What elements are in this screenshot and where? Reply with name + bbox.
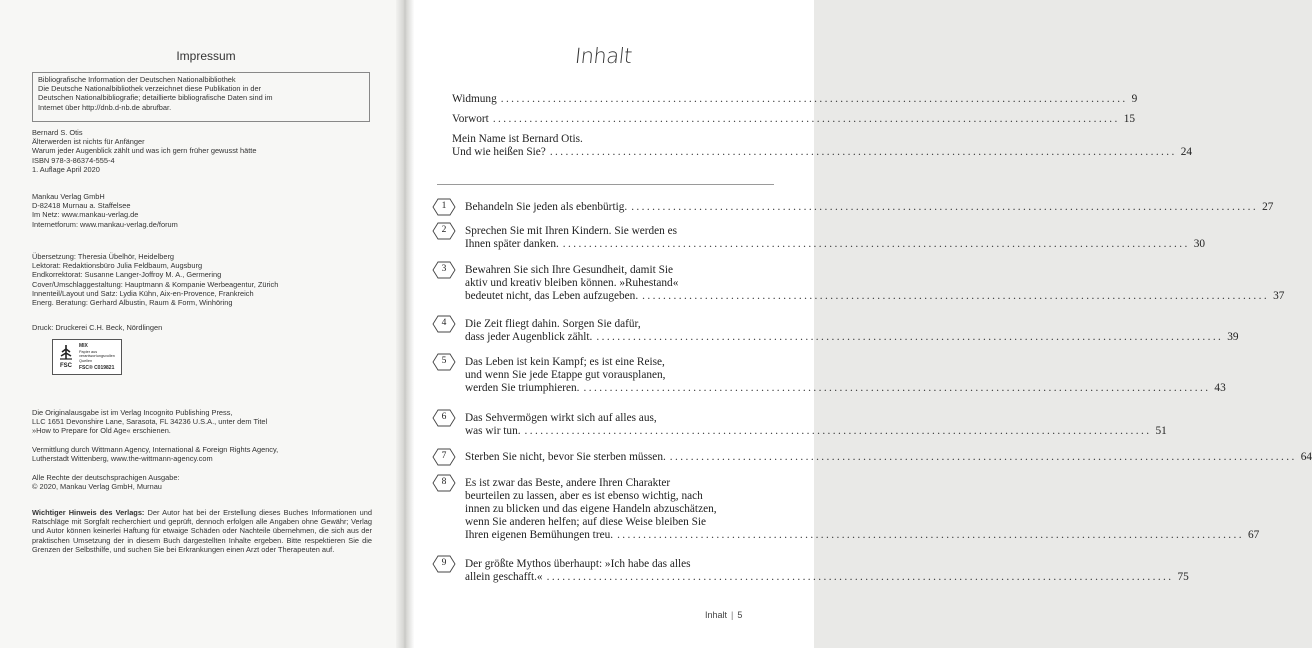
- chapter-number: 2: [441, 225, 447, 235]
- toc-entry-line: [465, 571, 1189, 584]
- footer-section: Inhalt: [705, 610, 728, 620]
- fsc-brand: FSC: [60, 363, 72, 369]
- credit-line: Übersetzung: Theresia Übelhör, Heidelberg: [32, 252, 175, 261]
- toc-page-number: 24: [1180, 146, 1193, 158]
- chapter-number: 8: [441, 477, 447, 487]
- toc-entry-text: Vorwort: [452, 113, 489, 125]
- toc-entry-line: [465, 290, 1285, 303]
- toc-entry-text: beurteilen zu lassen, aber es ist ebenso wichtig, nach: [465, 490, 703, 502]
- chapter-number-badge: [432, 222, 456, 240]
- toc-leader-dots: ........................................................................................................................: [642, 290, 1270, 302]
- toc-entry-text: Die Zeit fliegt dahin. Sorgen Sie dafür,: [465, 318, 641, 330]
- toc-entry-text: Sprechen Sie mit Ihren Kindern. Sie werden es: [465, 225, 678, 237]
- chapter-number-badge: [432, 315, 456, 333]
- toc-leader-dots: ........................................................................................................................: [500, 93, 1128, 105]
- fsc-logo: [52, 339, 122, 375]
- toc-leader-dots: ........................................................................................................................: [617, 529, 1244, 541]
- toc-entry-text: Das Leben ist kein Kampf; es ist eine Reise,: [465, 356, 665, 368]
- toc-entry-text: werden Sie triumphieren.: [465, 382, 580, 394]
- dnb-line: Die Deutsche Nationalbibliothek verzeichnet diese Publikation in der: [38, 84, 262, 94]
- toc-entry-text: was wir tun.: [465, 425, 521, 437]
- original-line: Die Originalausgabe ist im Verlag Incognito Publishing Press,: [32, 408, 233, 417]
- toc-entry-text: Und wie heißen Sie?: [452, 146, 546, 158]
- toc-entry-line: [465, 225, 677, 238]
- toc-entry-line: [465, 201, 1274, 214]
- toc-page-number: 30: [1193, 238, 1205, 250]
- toc-page-number: 15: [1123, 113, 1136, 125]
- book-gutter: [396, 0, 414, 648]
- toc-page-number: 9: [1131, 93, 1138, 105]
- original-line: »How to Prepare for Old Age« erschienen.: [32, 426, 171, 436]
- toc-entry-text: Es ist zwar das Beste, andere Ihren Charakter: [465, 477, 671, 489]
- toc-entry-text: Das Sehvermögen wirkt sich auf alles aus,: [465, 412, 657, 424]
- toc-entry-text: Ihren eigenen Bemühungen treu.: [465, 529, 614, 541]
- isbn: ISBN 978-3-86374-555-4: [32, 155, 115, 165]
- toc-entry-line: [465, 356, 665, 369]
- dnb-line: Bibliografische Information der Deutschen Nationalbibliothek: [38, 75, 236, 84]
- toc-entry-text: innen zu blicken und das eigene Handeln abzuschätzen,: [465, 503, 717, 515]
- toc-page-number: 67: [1247, 529, 1260, 541]
- print-info: [32, 323, 377, 332]
- toc-leader-dots: ........................................................................................................................: [562, 238, 1190, 250]
- dnb-info-box: [32, 72, 370, 122]
- toc-entry-text: Widmung: [452, 93, 497, 105]
- toc-entry-text: wenn Sie anderen helfen; auf diese Weise bleiben Sie: [465, 516, 707, 528]
- toc-entry-text: Ihnen später danken.: [465, 238, 559, 250]
- original-line: LLC 1651 Devonshire Lane, Sarasota, FL 34236 U.S.A., unter dem Titel: [32, 417, 268, 427]
- credit-line: Endkorrektorat: Susanne Langer-Joffroy M. A., Germering: [32, 270, 222, 280]
- chapter-number: 9: [441, 558, 447, 568]
- original-edition: [32, 408, 377, 436]
- footer-separator: |: [731, 610, 734, 620]
- rights: [32, 473, 377, 491]
- credit-line: Energ. Beratung: Gerhard Albustin, Raum & Form, Winhöring: [32, 298, 233, 308]
- toc-entry-line: [465, 451, 1312, 464]
- chapter-number: 6: [441, 412, 447, 422]
- publisher-forum: Internetforum: www.mankau-verlag.de/forum: [32, 219, 178, 229]
- toc-entry-line: [465, 412, 657, 425]
- toc-entry-text: Der größte Mythos überhaupt: »Ich habe das alles: [465, 558, 691, 570]
- toc-entry-line: [465, 516, 706, 529]
- chapter-number-badge: [432, 474, 456, 492]
- credit-line: Innenteil/Layout und Satz: Lydia Kühn, Aix-en-Provence, Frankreich: [32, 288, 254, 298]
- toc-entry-text: und wenn Sie jede Etappe gut vorausplanen,: [465, 369, 666, 381]
- toc-entry-line: [465, 369, 665, 382]
- toc-page-number: 51: [1155, 425, 1167, 437]
- toc-entry-line: [452, 146, 1193, 159]
- warning-text: Der Autor hat bei der Erstellung dieses Buches Informationen und Ratschläge mit Sorgfalt recherchiert und geprüft, dennoch erfolgen alle Angaben ohne Gewähr; Verlag und Autor können keinerlei Haftung für etwaige Schäden oder Nachteile übernehmen, die sich aus der praktischen Umsetzung der in diesem Buch dargestellten Inhalte ergeben. Bitte respektieren Sie die Grenzen der Selbsthilfe, und suchen Sie bei Erkrankungen einen Arzt oder Therapeuten auf.: [32, 508, 372, 554]
- contents-divider: [437, 184, 774, 185]
- page-footer: [705, 610, 742, 620]
- warning-label: Wichtiger Hinweis des Verlags:: [32, 508, 145, 517]
- toc-leader-dots: ........................................................................................................................: [669, 451, 1297, 463]
- toc-entry-text: Behandeln Sie jeden als ebenbürtig.: [465, 201, 628, 213]
- fsc-code: FSC® C019821: [79, 365, 115, 371]
- toc-entry-text: Sterben Sie nicht, bevor Sie sterben müssen.: [465, 451, 666, 463]
- toc-entry-text: Bewahren Sie sich Ihre Gesundheit, damit Sie: [465, 264, 673, 276]
- publisher-web: Im Netz: www.mankau-verlag.de: [32, 210, 139, 220]
- chapter-number: 3: [441, 264, 447, 274]
- toc-entry-line: [465, 490, 703, 503]
- toc-leader-dots: ........................................................................................................................: [549, 146, 1177, 158]
- toc-entry-line: [452, 133, 583, 146]
- edition: 1. Auflage April 2020: [32, 164, 100, 174]
- toc-entry-text: allein geschafft.«: [465, 571, 543, 583]
- dnb-line: Internet über http://dnb.d-nb.de abrufbar.: [38, 102, 172, 112]
- toc-entry-line: [452, 93, 1138, 106]
- book-subtitle: Warum jeder Augenblick zählt und was ich gern früher gewusst hätte: [32, 146, 257, 156]
- toc-page-number: 75: [1177, 571, 1189, 583]
- book-info: [32, 128, 377, 174]
- chapter-number: 4: [441, 318, 447, 328]
- toc-leader-dots: ........................................................................................................................: [583, 382, 1211, 394]
- toc-page-number: 37: [1273, 290, 1285, 302]
- chapter-number: 1: [441, 201, 447, 211]
- toc-leader-dots: ........................................................................................................................: [546, 571, 1174, 583]
- credits: [32, 252, 377, 307]
- publisher-warning: [32, 508, 372, 554]
- copyright: © 2020, Mankau Verlag GmbH, Murnau: [32, 482, 162, 492]
- toc-entry-line: [465, 238, 1205, 251]
- impressum-title: Impressum: [176, 49, 236, 63]
- agency: [32, 445, 377, 463]
- chapter-number-badge: [432, 353, 456, 371]
- toc-entry-text: Mein Name ist Bernard Otis.: [452, 133, 583, 145]
- toc-entry-line: [452, 113, 1136, 126]
- toc-leader-dots: ........................................................................................................................: [492, 113, 1120, 125]
- toc-entry-line: [465, 318, 641, 331]
- chapter-number-badge: [432, 261, 456, 279]
- publisher-info: [32, 192, 377, 229]
- left-page-impressum: [0, 0, 402, 648]
- chapter-number-badge: [432, 409, 456, 427]
- book-title: Älterwerden ist nichts für Anfänger: [32, 137, 145, 147]
- credit-line: Cover/Umschlaggestaltung: Hauptmann & Kompanie Werbeagentur, Zürich: [32, 279, 279, 289]
- toc-page-number: 64: [1300, 451, 1312, 463]
- chapter-number-badge: [432, 555, 456, 573]
- toc-entry-line: [465, 558, 691, 571]
- chapter-number: 7: [441, 451, 447, 461]
- publisher-address: D-82418 Murnau a. Staffelsee: [32, 201, 131, 211]
- toc-entry-line: [465, 277, 678, 290]
- toc-entry-line: [465, 382, 1226, 395]
- chapter-number-badge: [432, 448, 456, 466]
- fsc-mix: MIX: [79, 343, 88, 349]
- fsc-tree-icon: [57, 343, 75, 371]
- chapter-number-badge: [432, 198, 456, 216]
- toc-entry-text: aktiv und kreativ bleiben können. »Ruhestand«: [465, 277, 679, 289]
- toc-entry-line: [465, 477, 670, 490]
- toc-entry-line: [465, 425, 1167, 438]
- dnb-line: Deutschen Nationalbibliografie; detaillierte bibliografische Daten sind im: [38, 93, 273, 103]
- toc-page-number: 27: [1262, 201, 1274, 213]
- credit-line: Lektorat: Redaktionsbüro Julia Feldbaum, Augsburg: [32, 261, 203, 271]
- toc-entry-line: [465, 331, 1239, 344]
- chapter-number: 5: [441, 356, 447, 366]
- publisher-name: Mankau Verlag GmbH: [32, 192, 105, 201]
- agency-line: Vermittlung durch Wittmann Agency, International & Foreign Rights Agency,: [32, 445, 279, 454]
- rights-line: Alle Rechte der deutschsprachigen Ausgabe:: [32, 473, 180, 482]
- author: Bernard S. Otis: [32, 128, 83, 137]
- page-number: 5: [737, 610, 743, 620]
- toc-page-number: 43: [1214, 382, 1226, 394]
- toc-leader-dots: ........................................................................................................................: [631, 201, 1259, 213]
- toc-leader-dots: ........................................................................................................................: [524, 425, 1152, 437]
- toc-page-number: 39: [1227, 331, 1239, 343]
- contents-title: Inhalt: [573, 44, 634, 68]
- agency-line: Lutherstadt Wittenberg, www.the-wittmann-agency.com: [32, 454, 213, 464]
- toc-entry-text: bedeutet nicht, das Leben aufzugeben.: [465, 290, 639, 302]
- toc-entry-line: [465, 503, 717, 516]
- toc-entry-line: [465, 264, 673, 277]
- printer: Druck: Druckerei C.H. Beck, Nördlingen: [32, 323, 163, 332]
- toc-leader-dots: ........................................................................................................................: [596, 331, 1224, 343]
- fsc-source: Papier aus verantwortungsvollen Quellen: [79, 350, 115, 363]
- toc-entry-text: dass jeder Augenblick zählt.: [465, 331, 593, 343]
- toc-entry-line: [465, 529, 1260, 542]
